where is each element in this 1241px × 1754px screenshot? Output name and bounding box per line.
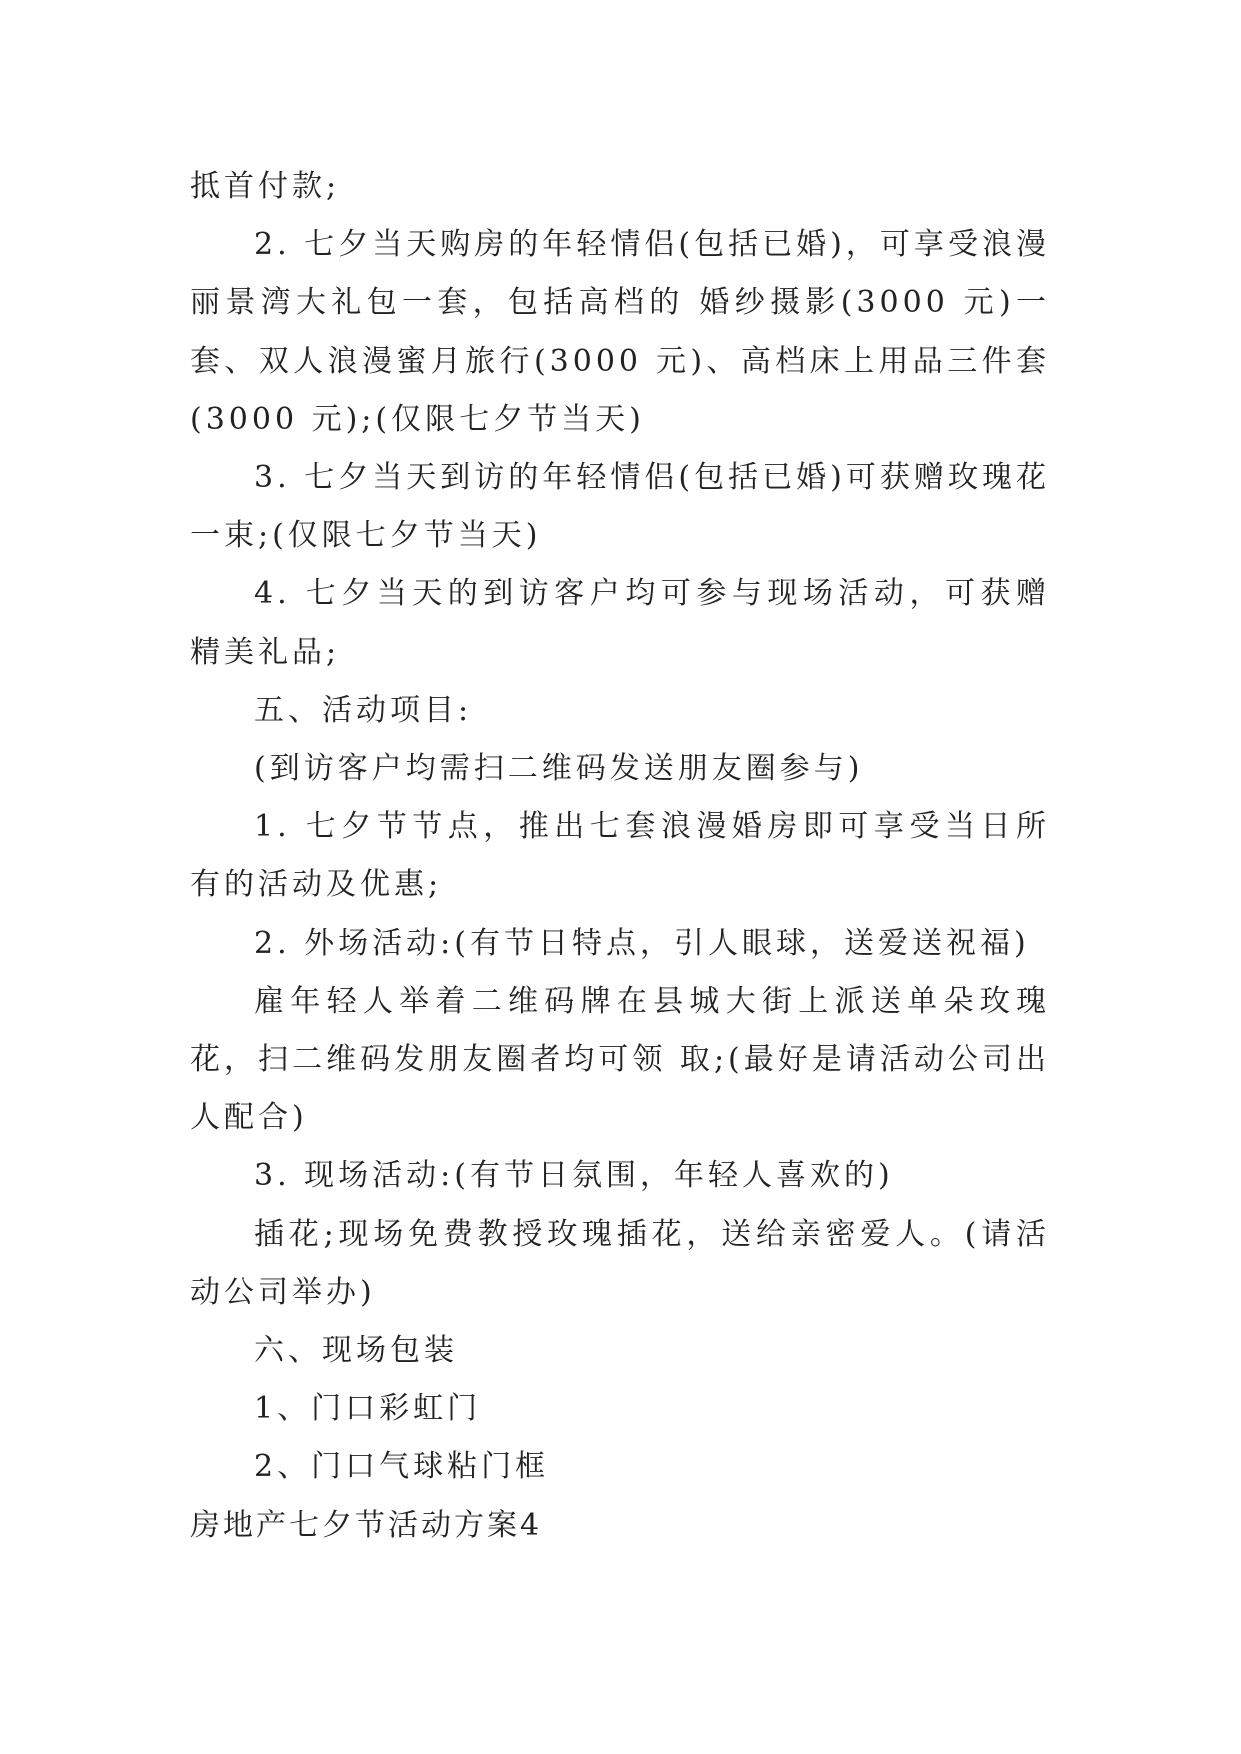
paragraph-payment-deduction: 抵首付款; <box>190 169 341 204</box>
paragraph-rainbow-arch: 1、门口彩虹门 <box>254 1391 482 1427</box>
paragraph-visit-gift: 4. 七夕当天的到访客户均可参与现场活动，可获赠精美礼品; <box>190 576 1050 670</box>
paragraph-qr-note: (到访客户均需扫二维码发送朋友圈参与) <box>254 751 864 787</box>
paragraph-balloon-frame: 2、门口气球粘门框 <box>254 1449 550 1485</box>
paragraph-purchase-gift: 2. 七夕当天购房的年轻情侣(包括已婚)，可享受浪漫丽景湾大礼包一套，包括高档的 婚纱摄影(3000 元)一套、双人浪漫蜜月旅行(3000 元)、高档床上用品三件套(3000 元);(仅限七夕节当天) <box>190 227 1050 437</box>
section-title: 房地产七夕节活动方案4 <box>190 1507 543 1543</box>
paragraph-street-roses: 雇年轻人举着二维码牌在县城大街上派送单朵玫瑰花，扫二维码发朋友圈者均可领 取;(最好是请活动公司出人配合) <box>190 983 1050 1136</box>
heading-activity-items: 五、活动项目: <box>254 692 473 728</box>
paragraph-flower-arranging: 插花;现场免费教授玫瑰插花，送给亲密爱人。(请活动公司举办) <box>190 1216 1050 1310</box>
document-body <box>190 158 1050 1555</box>
heading-onsite-decoration: 六、现场包装 <box>254 1333 458 1369</box>
paragraph-wedding-rooms: 1. 七夕节节点，推出七套浪漫婚房即可享受当日所有的活动及优惠; <box>190 809 1050 903</box>
paragraph-visit-rose: 3. 七夕当天到访的年轻情侣(包括已婚)可获赠玫瑰花一束;(仅限七夕节当天) <box>190 460 1050 554</box>
paragraph-outdoor-activity: 2. 外场活动:(有节日特点，引人眼球，送爱送祝福) <box>254 925 1030 961</box>
paragraph-onsite-activity: 3. 现场活动:(有节日氛围，年轻人喜欢的) <box>254 1158 894 1194</box>
